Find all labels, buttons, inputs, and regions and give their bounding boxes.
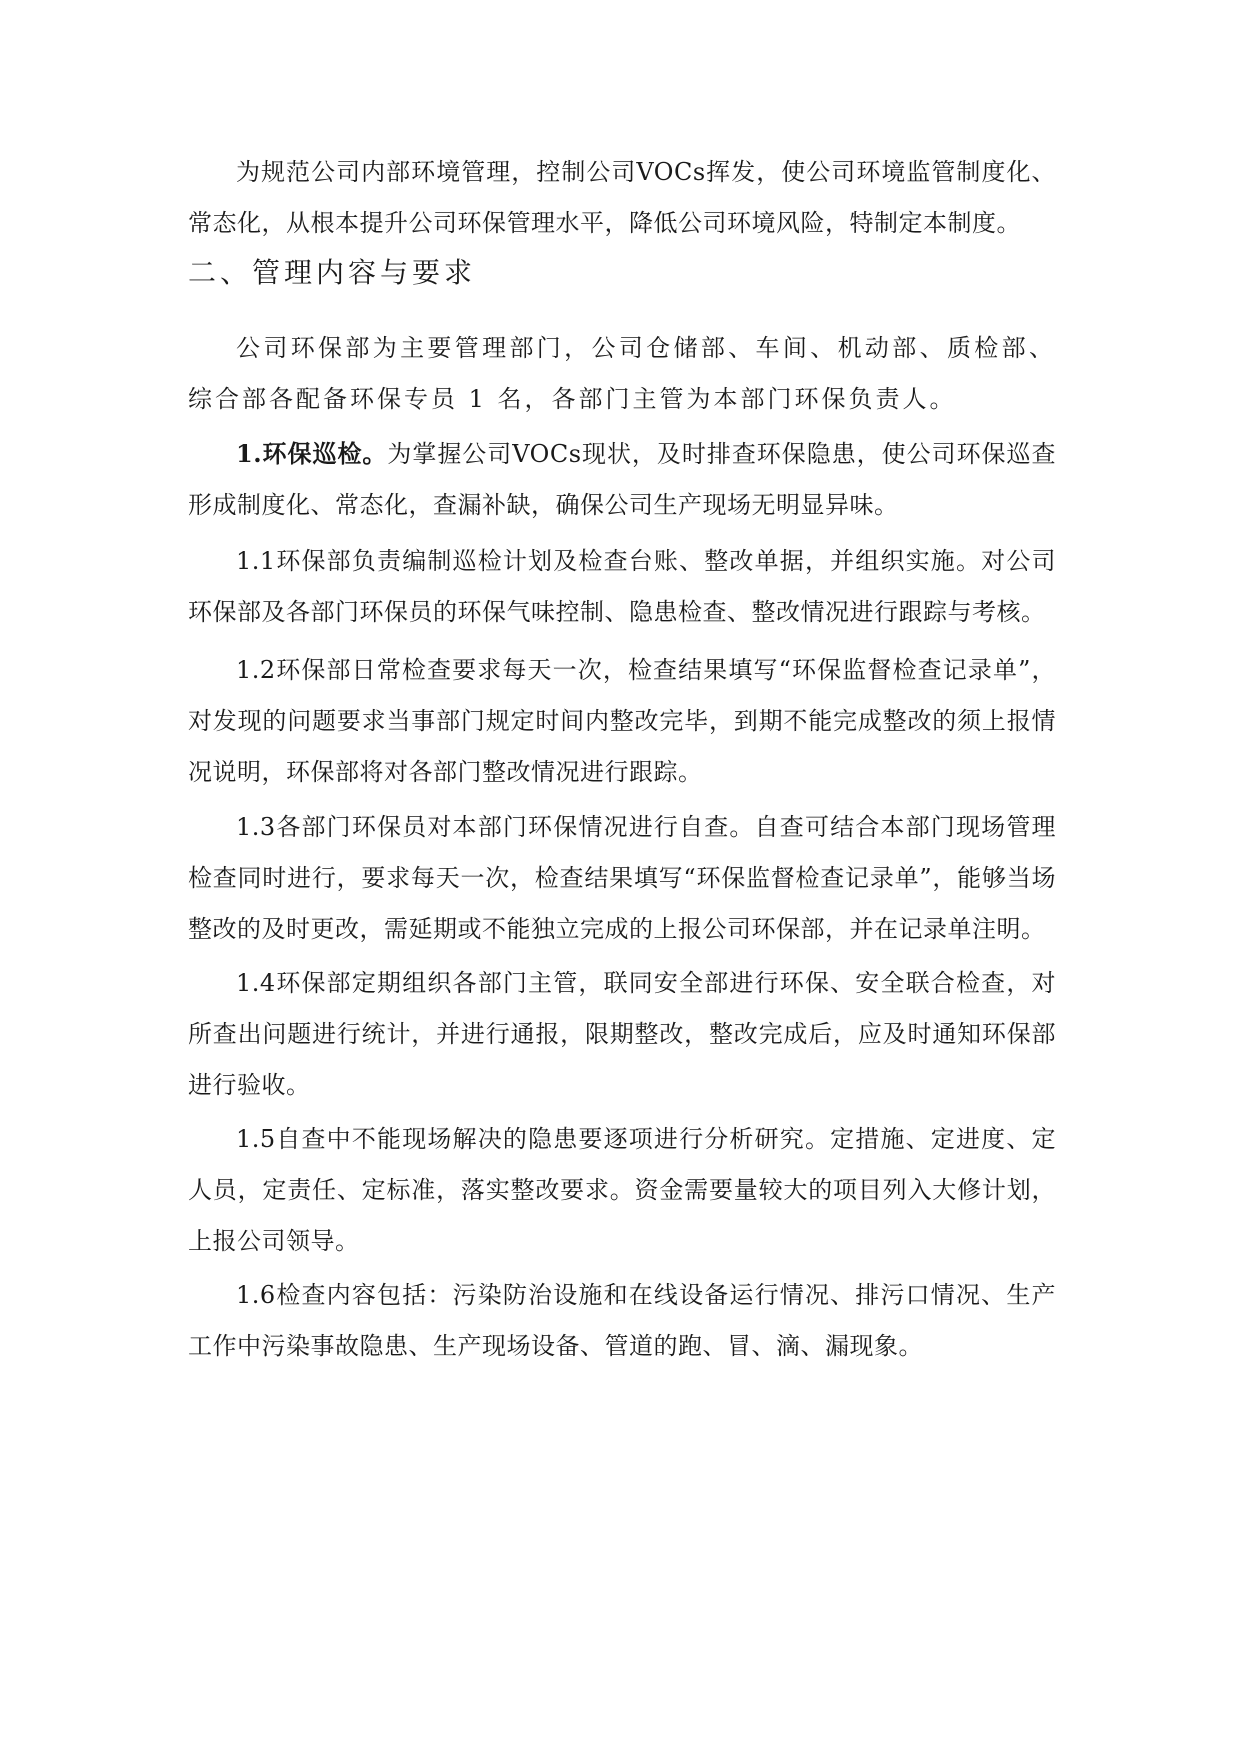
item-1-paragraph [188, 428, 1056, 531]
section-heading: 二、管理内容与要求 [188, 256, 477, 289]
item-1-5-paragraph: 1.5自查中不能现场解决的隐患要逐项进行分析研究。定措施、定进度、定人员，定责任、定标准，落实整改要求。资金需要量较大的项目列入大修计划，上报公司领导。 [188, 1125, 1056, 1255]
item-1-3-paragraph: 1.3各部门环保员对本部门环保情况进行自查。自查可结合本部门现场管理检查同时进行，要求每天一次，检查结果填写“环保监督检查记录单”，能够当场整改的及时更改，需延期或不能独立完成的上报公司环保部，并在记录单注明。 [188, 813, 1056, 943]
intro-paragraph: 为规范公司内部环境管理，控制公司VOCs挥发，使公司环境监管制度化、常态化，从根本提升公司环保管理水平，降低公司环境风险，特制定本制度。 [188, 158, 1056, 237]
item-1-body: 为掌握公司VOCs现状，及时排查环保隐患，使公司环保巡查形成制度化、常态化，查漏补缺，确保公司生产现场无明显异味。 [188, 440, 1056, 519]
item-1-lead: 1.环保巡检。 [236, 439, 388, 468]
item-1-2-paragraph: 1.2环保部日常检查要求每天一次，检查结果填写“环保监督检查记录单”，对发现的问题要求当事部门规定时间内整改完毕，到期不能完成整改的须上报情况说明，环保部将对各部门整改情况进行跟踪。 [188, 656, 1056, 786]
item-1-1-paragraph: 1.1环保部负责编制巡检计划及检查台账、整改单据，并组织实施。对公司环保部及各部门环保员的环保气味控制、隐患检查、整改情况进行跟踪与考核。 [188, 547, 1056, 626]
organization-paragraph: 公司环保部为主要管理部门，公司仓储部、车间、机动部、质检部、综合部各配备环保专员 1 名，各部门主管为本部门环保负责人。 [188, 334, 1056, 413]
item-1-4-paragraph: 1.4环保部定期组织各部门主管，联同安全部进行环保、安全联合检查，对所查出问题进行统计，并进行通报，限期整改，整改完成后，应及时通知环保部进行验收。 [188, 969, 1056, 1099]
item-1-6-paragraph: 1.6检查内容包括：污染防治设施和在线设备运行情况、排污口情况、生产工作中污染事故隐患、生产现场设备、管道的跑、冒、滴、漏现象。 [188, 1281, 1056, 1360]
